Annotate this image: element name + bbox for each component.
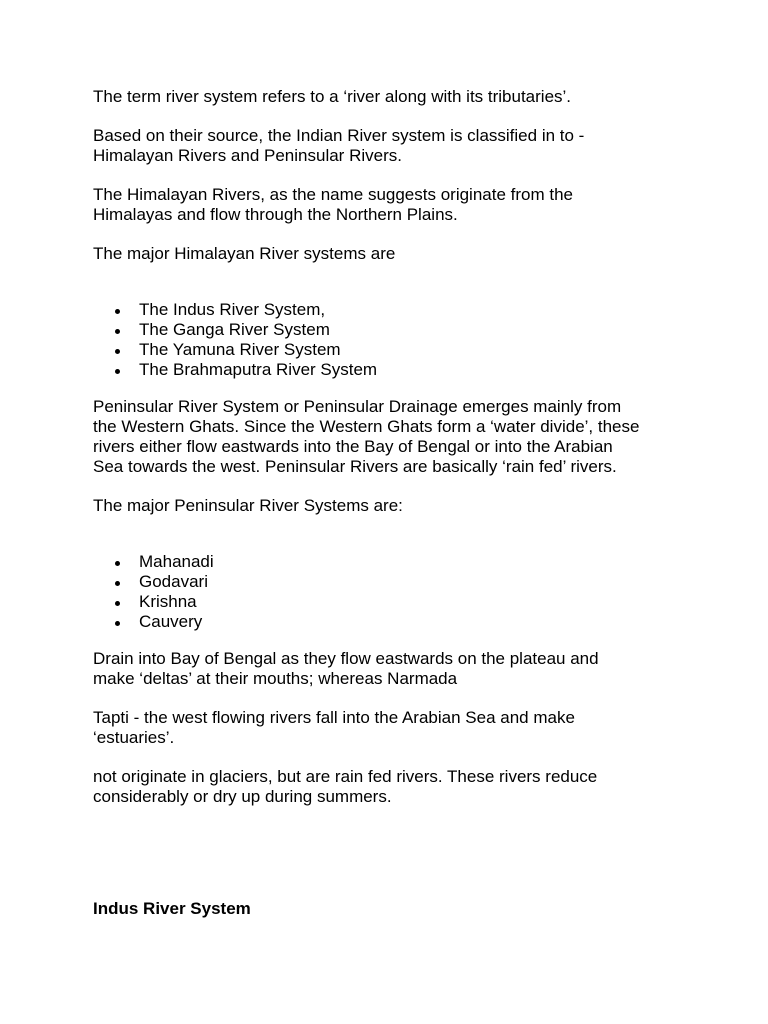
bullet-icon — [115, 369, 120, 374]
text-line: Himalayas and flow through the Northern Plains. — [93, 205, 458, 224]
paragraph-west-flowing — [93, 708, 693, 748]
list-item: Cauvery — [93, 612, 693, 632]
text-line: ‘estuaries’. — [93, 728, 175, 747]
list-item: The Ganga River System — [93, 320, 693, 340]
paragraph-classification — [93, 126, 693, 166]
list-item: Godavari — [93, 572, 693, 592]
paragraph-river-system-definition — [93, 87, 693, 107]
paragraph-major-peninsular-intro — [93, 496, 693, 516]
paragraph-rain-fed — [93, 767, 693, 807]
paragraph-himalayan-rivers — [93, 185, 693, 225]
text-line: Drain into Bay of Bengal as they flow eastwards on the plateau and — [93, 649, 599, 668]
section-heading: Indus River System — [93, 899, 251, 918]
bullet-icon — [115, 601, 120, 606]
list-item: The Yamuna River System — [93, 340, 693, 360]
bullet-icon — [115, 309, 120, 314]
text-line: the Western Ghats. Since the Western Ghats form a ‘water divide’, these — [93, 417, 640, 436]
text-line: not originate in glaciers, but are rain fed rivers. These rivers reduce — [93, 767, 598, 786]
paragraph-peninsular-system — [93, 397, 693, 477]
bullet-icon — [115, 329, 120, 334]
text-line: considerably or dry up during summers. — [93, 787, 392, 806]
text-line: The term river system refers to a ‘river along with its tributaries’. — [93, 87, 572, 106]
text-line: Himalayan Rivers and Peninsular Rivers. — [93, 146, 402, 165]
text-line: Peninsular River System or Peninsular Drainage emerges mainly from — [93, 397, 622, 416]
bullet-icon — [115, 561, 120, 566]
list-item: The Indus River System, — [93, 300, 693, 320]
bullet-icon — [115, 581, 120, 586]
himalayan-river-list — [93, 300, 693, 380]
text-line: Based on their source, the Indian River system is classified in to - — [93, 126, 585, 145]
list-item: Mahanadi — [93, 552, 693, 572]
text-line: make ‘deltas’ at their mouths; whereas Narmada — [93, 669, 458, 688]
text-line: Tapti - the west flowing rivers fall into the Arabian Sea and make — [93, 708, 575, 727]
paragraph-major-himalayan-intro — [93, 244, 693, 264]
bullet-icon — [115, 349, 120, 354]
document-page — [93, 87, 693, 919]
peninsular-river-list — [93, 552, 693, 632]
text-line: The Himalayan Rivers, as the name suggests originate from the — [93, 185, 574, 204]
text-line: rivers either flow eastwards into the Bay of Bengal or into the Arabian — [93, 437, 613, 456]
text-line: Sea towards the west. Peninsular Rivers are basically ‘rain fed’ rivers. — [93, 457, 617, 476]
text-line: The major Himalayan River systems are — [93, 244, 396, 263]
list-item: Krishna — [93, 592, 693, 612]
bullet-icon — [115, 621, 120, 626]
paragraph-east-flowing — [93, 649, 693, 689]
text-line: The major Peninsular River Systems are: — [93, 496, 403, 515]
list-item: The Brahmaputra River System — [93, 360, 693, 380]
